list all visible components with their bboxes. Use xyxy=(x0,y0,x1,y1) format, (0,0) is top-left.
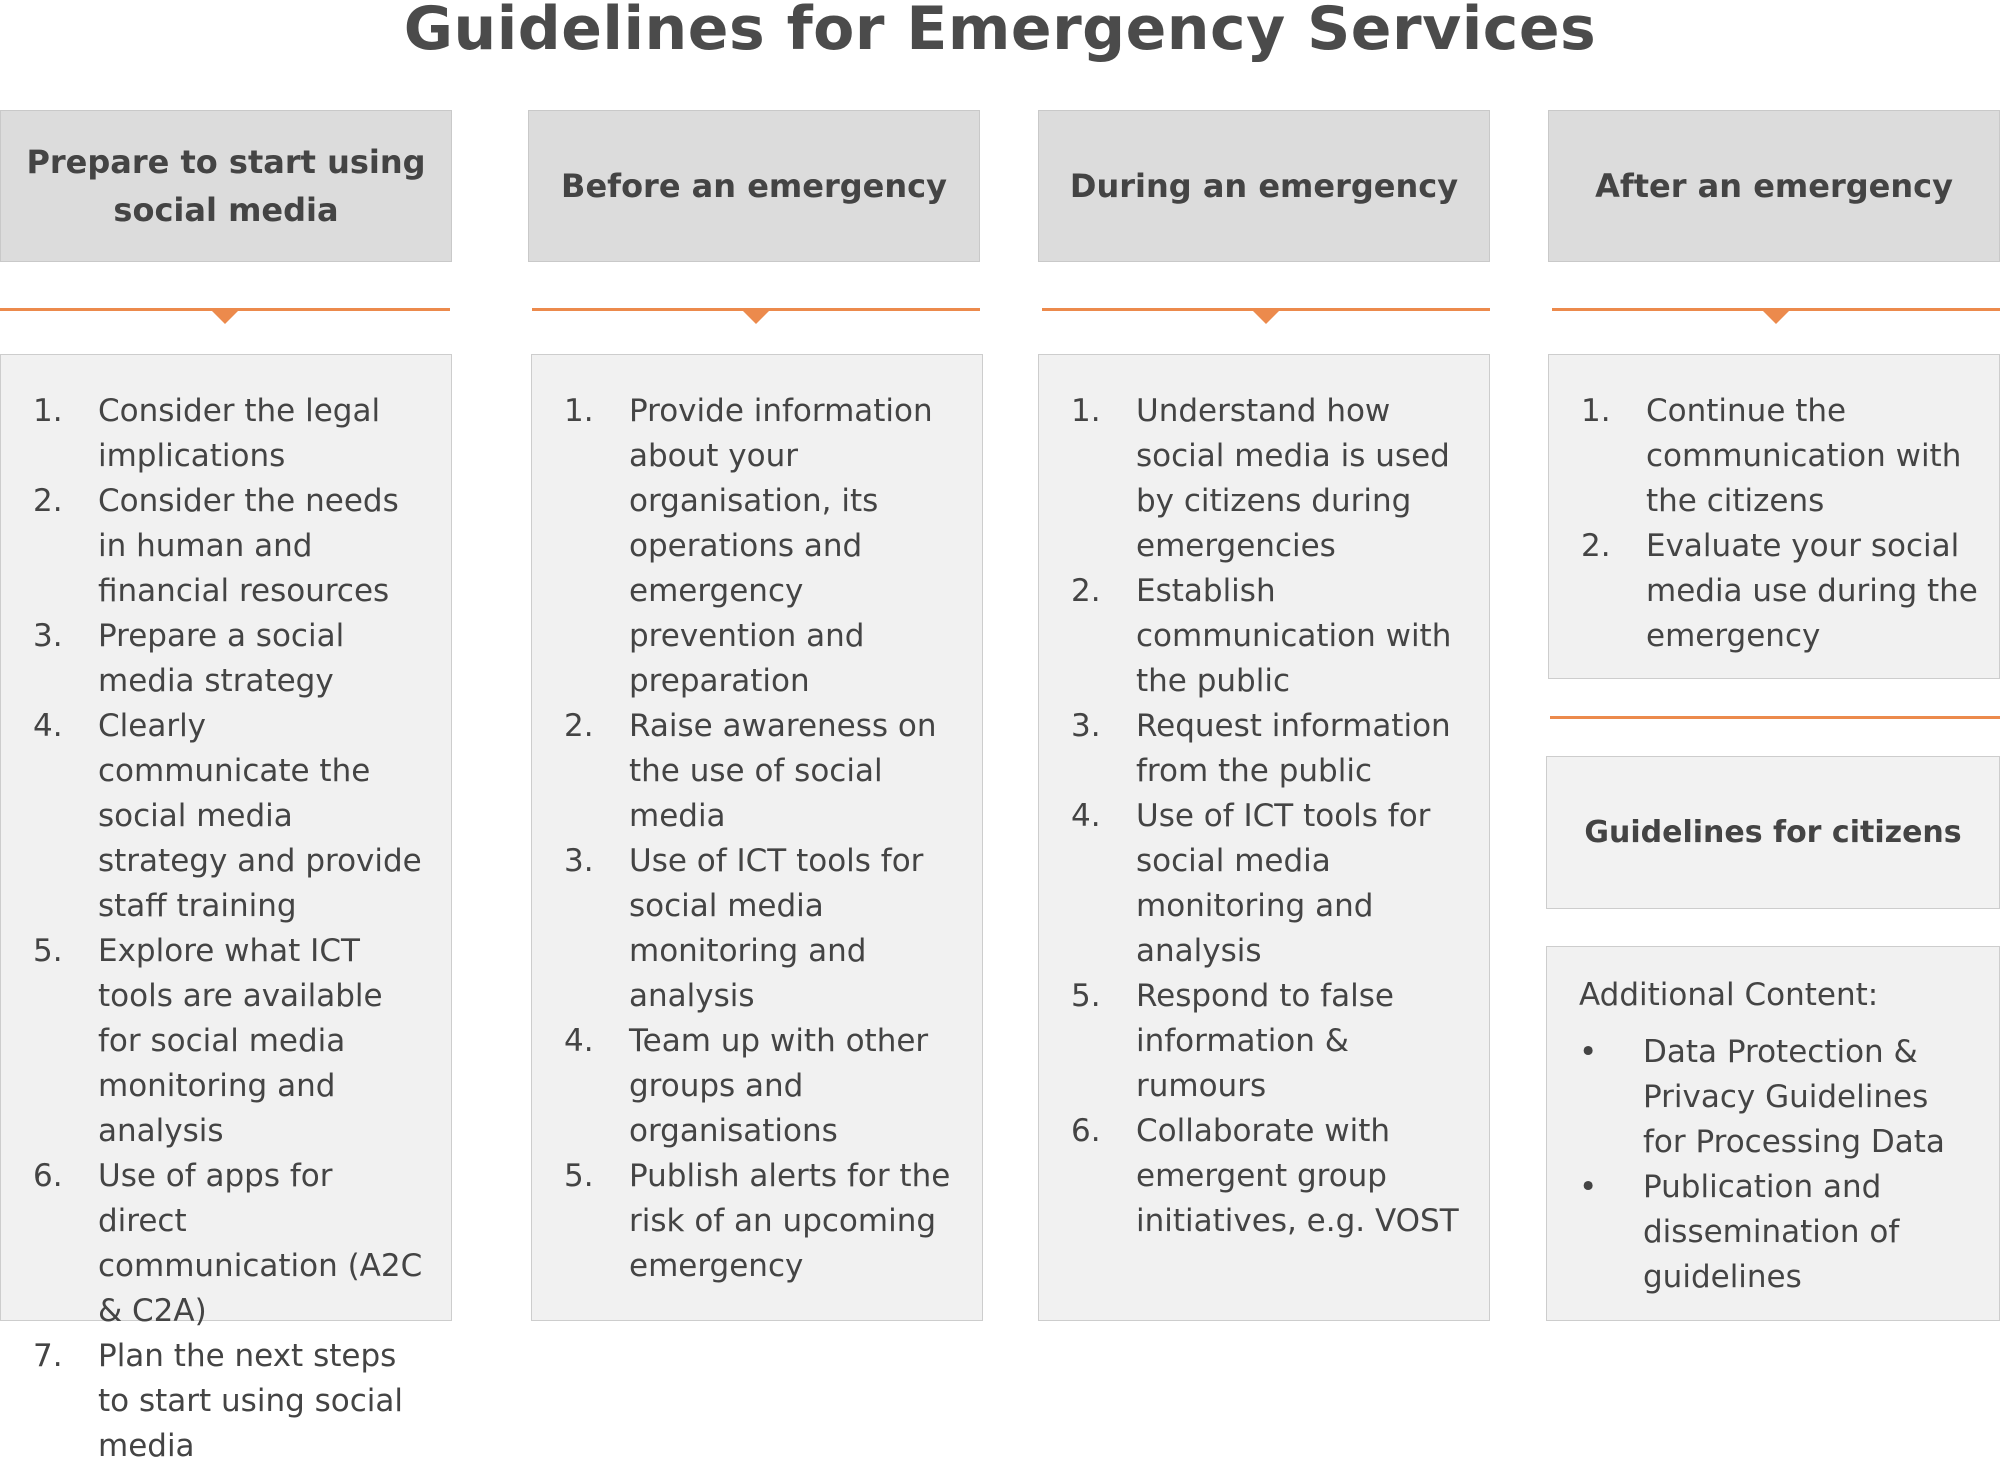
column-header-during xyxy=(1038,110,1490,262)
list-item xyxy=(33,929,427,1154)
citizens-label: Guidelines for citizens xyxy=(1584,815,1962,850)
list-item xyxy=(33,389,427,479)
connector-arrow xyxy=(1042,308,1490,328)
item-text: Prepare a social media strategy xyxy=(98,618,345,699)
item-text: Consider the needs in human and financial resources xyxy=(98,483,399,609)
item-number: 5. xyxy=(564,1158,594,1194)
connector-arrow xyxy=(532,308,980,328)
column-header-prepare xyxy=(0,110,452,262)
item-text: Respond to false information & rumours xyxy=(1136,978,1394,1104)
list-item xyxy=(33,479,427,614)
steps-list xyxy=(33,389,427,1469)
item-number: 3. xyxy=(564,843,594,879)
item-text: Publication and dissemination of guidelines xyxy=(1643,1169,1900,1295)
item-number: 3. xyxy=(1071,708,1101,744)
item-number: 1. xyxy=(33,393,63,429)
item-text: Establish communication with the public xyxy=(1136,573,1452,699)
item-number: 2. xyxy=(1581,528,1611,564)
item-number: 2. xyxy=(1071,573,1101,609)
item-number: 6. xyxy=(1071,1113,1101,1149)
item-text: Use of ICT tools for social media monitoring and analysis xyxy=(1136,798,1431,969)
column-header-label: After an emergency xyxy=(1595,167,1953,205)
item-text: Data Protection & Privacy Guidelines for Processing Data xyxy=(1643,1034,1945,1160)
list-item xyxy=(1071,794,1475,974)
steps-list xyxy=(1071,389,1475,1244)
list-item xyxy=(1581,389,1981,524)
list-item xyxy=(1581,524,1981,659)
item-number: 7. xyxy=(33,1338,63,1374)
item-text: Team up with other groups and organisations xyxy=(629,1023,929,1149)
steps-box-prepare xyxy=(0,354,452,1464)
item-text: Provide information about your organisation, its operations and emergency prevention and preparation xyxy=(629,393,933,699)
list-item xyxy=(1071,389,1475,569)
item-text: Consider the legal implications xyxy=(98,393,381,474)
connector-arrow xyxy=(1552,308,2000,328)
column-header-after xyxy=(1548,110,2000,262)
steps-list xyxy=(1581,389,1981,659)
item-text: Evaluate your social media use during the emergency xyxy=(1646,528,1978,654)
steps-box-after xyxy=(1548,354,2000,679)
item-number: 5. xyxy=(1071,978,1101,1014)
list-item xyxy=(564,839,964,1019)
item-text: Use of apps for direct communication (A2C & C2A) xyxy=(98,1158,423,1329)
item-text: Use of ICT tools for social media monitoring and analysis xyxy=(629,843,924,1014)
list-item xyxy=(1579,1165,1979,1300)
list-item xyxy=(1071,704,1475,794)
additional-content-title: Additional Content: xyxy=(1579,977,1879,1013)
list-item xyxy=(1579,1030,1979,1165)
item-number: 3. xyxy=(33,618,63,654)
item-text: Raise awareness on the use of social media xyxy=(629,708,937,834)
item-number: 4. xyxy=(564,1023,594,1059)
page-title: Guidelines for Emergency Services xyxy=(403,0,1597,64)
connector-arrow xyxy=(0,308,450,328)
column-header-label: During an emergency xyxy=(1069,167,1459,205)
steps-list xyxy=(564,389,964,1289)
list-item xyxy=(33,614,427,704)
guidelines-for-citizens-box xyxy=(1546,756,2000,909)
item-number: 4. xyxy=(1071,798,1101,834)
item-text: Explore what ICT tools are available for social media monitoring and analysis xyxy=(98,933,383,1149)
list-item xyxy=(33,1154,427,1334)
steps-box-before xyxy=(531,354,983,1321)
list-item xyxy=(564,1019,964,1154)
list-item xyxy=(564,1154,964,1289)
column-header-label: Prepare to start using social media xyxy=(26,143,426,229)
additional-content-list xyxy=(1579,1030,1979,1300)
item-number: 5. xyxy=(33,933,63,969)
steps-box-during xyxy=(1038,354,1490,1321)
list-item xyxy=(33,704,427,929)
bullet-icon: • xyxy=(1579,1169,1598,1205)
item-text: Publish alerts for the risk of an upcoming emergency xyxy=(629,1158,951,1284)
item-text: Request information from the public xyxy=(1136,708,1451,789)
separator-line xyxy=(1550,716,2000,719)
bullet-icon: • xyxy=(1579,1034,1598,1070)
list-item xyxy=(564,389,964,704)
item-text: Collaborate with emergent group initiatives, e.g. VOST xyxy=(1136,1113,1459,1239)
item-number: 1. xyxy=(1581,393,1611,429)
item-text: Understand how social media is used by citizens during emergencies xyxy=(1136,393,1450,564)
item-number: 2. xyxy=(33,483,63,519)
list-item xyxy=(1071,974,1475,1109)
list-item xyxy=(1071,569,1475,704)
item-text: Plan the next steps to start using social media xyxy=(98,1338,404,1464)
column-header-before xyxy=(528,110,980,262)
list-item xyxy=(1071,1109,1475,1244)
column-header-label: Before an emergency xyxy=(561,167,947,205)
additional-content-box xyxy=(1546,946,2000,1321)
item-number: 1. xyxy=(1071,393,1101,429)
item-number: 4. xyxy=(33,708,63,744)
list-item xyxy=(33,1334,427,1469)
item-number: 2. xyxy=(564,708,594,744)
list-item xyxy=(564,704,964,839)
item-number: 6. xyxy=(33,1158,63,1194)
item-number: 1. xyxy=(564,393,594,429)
item-text: Clearly communicate the social media strategy and provide staff training xyxy=(98,708,422,924)
item-text: Continue the communication with the citizens xyxy=(1646,393,1962,519)
